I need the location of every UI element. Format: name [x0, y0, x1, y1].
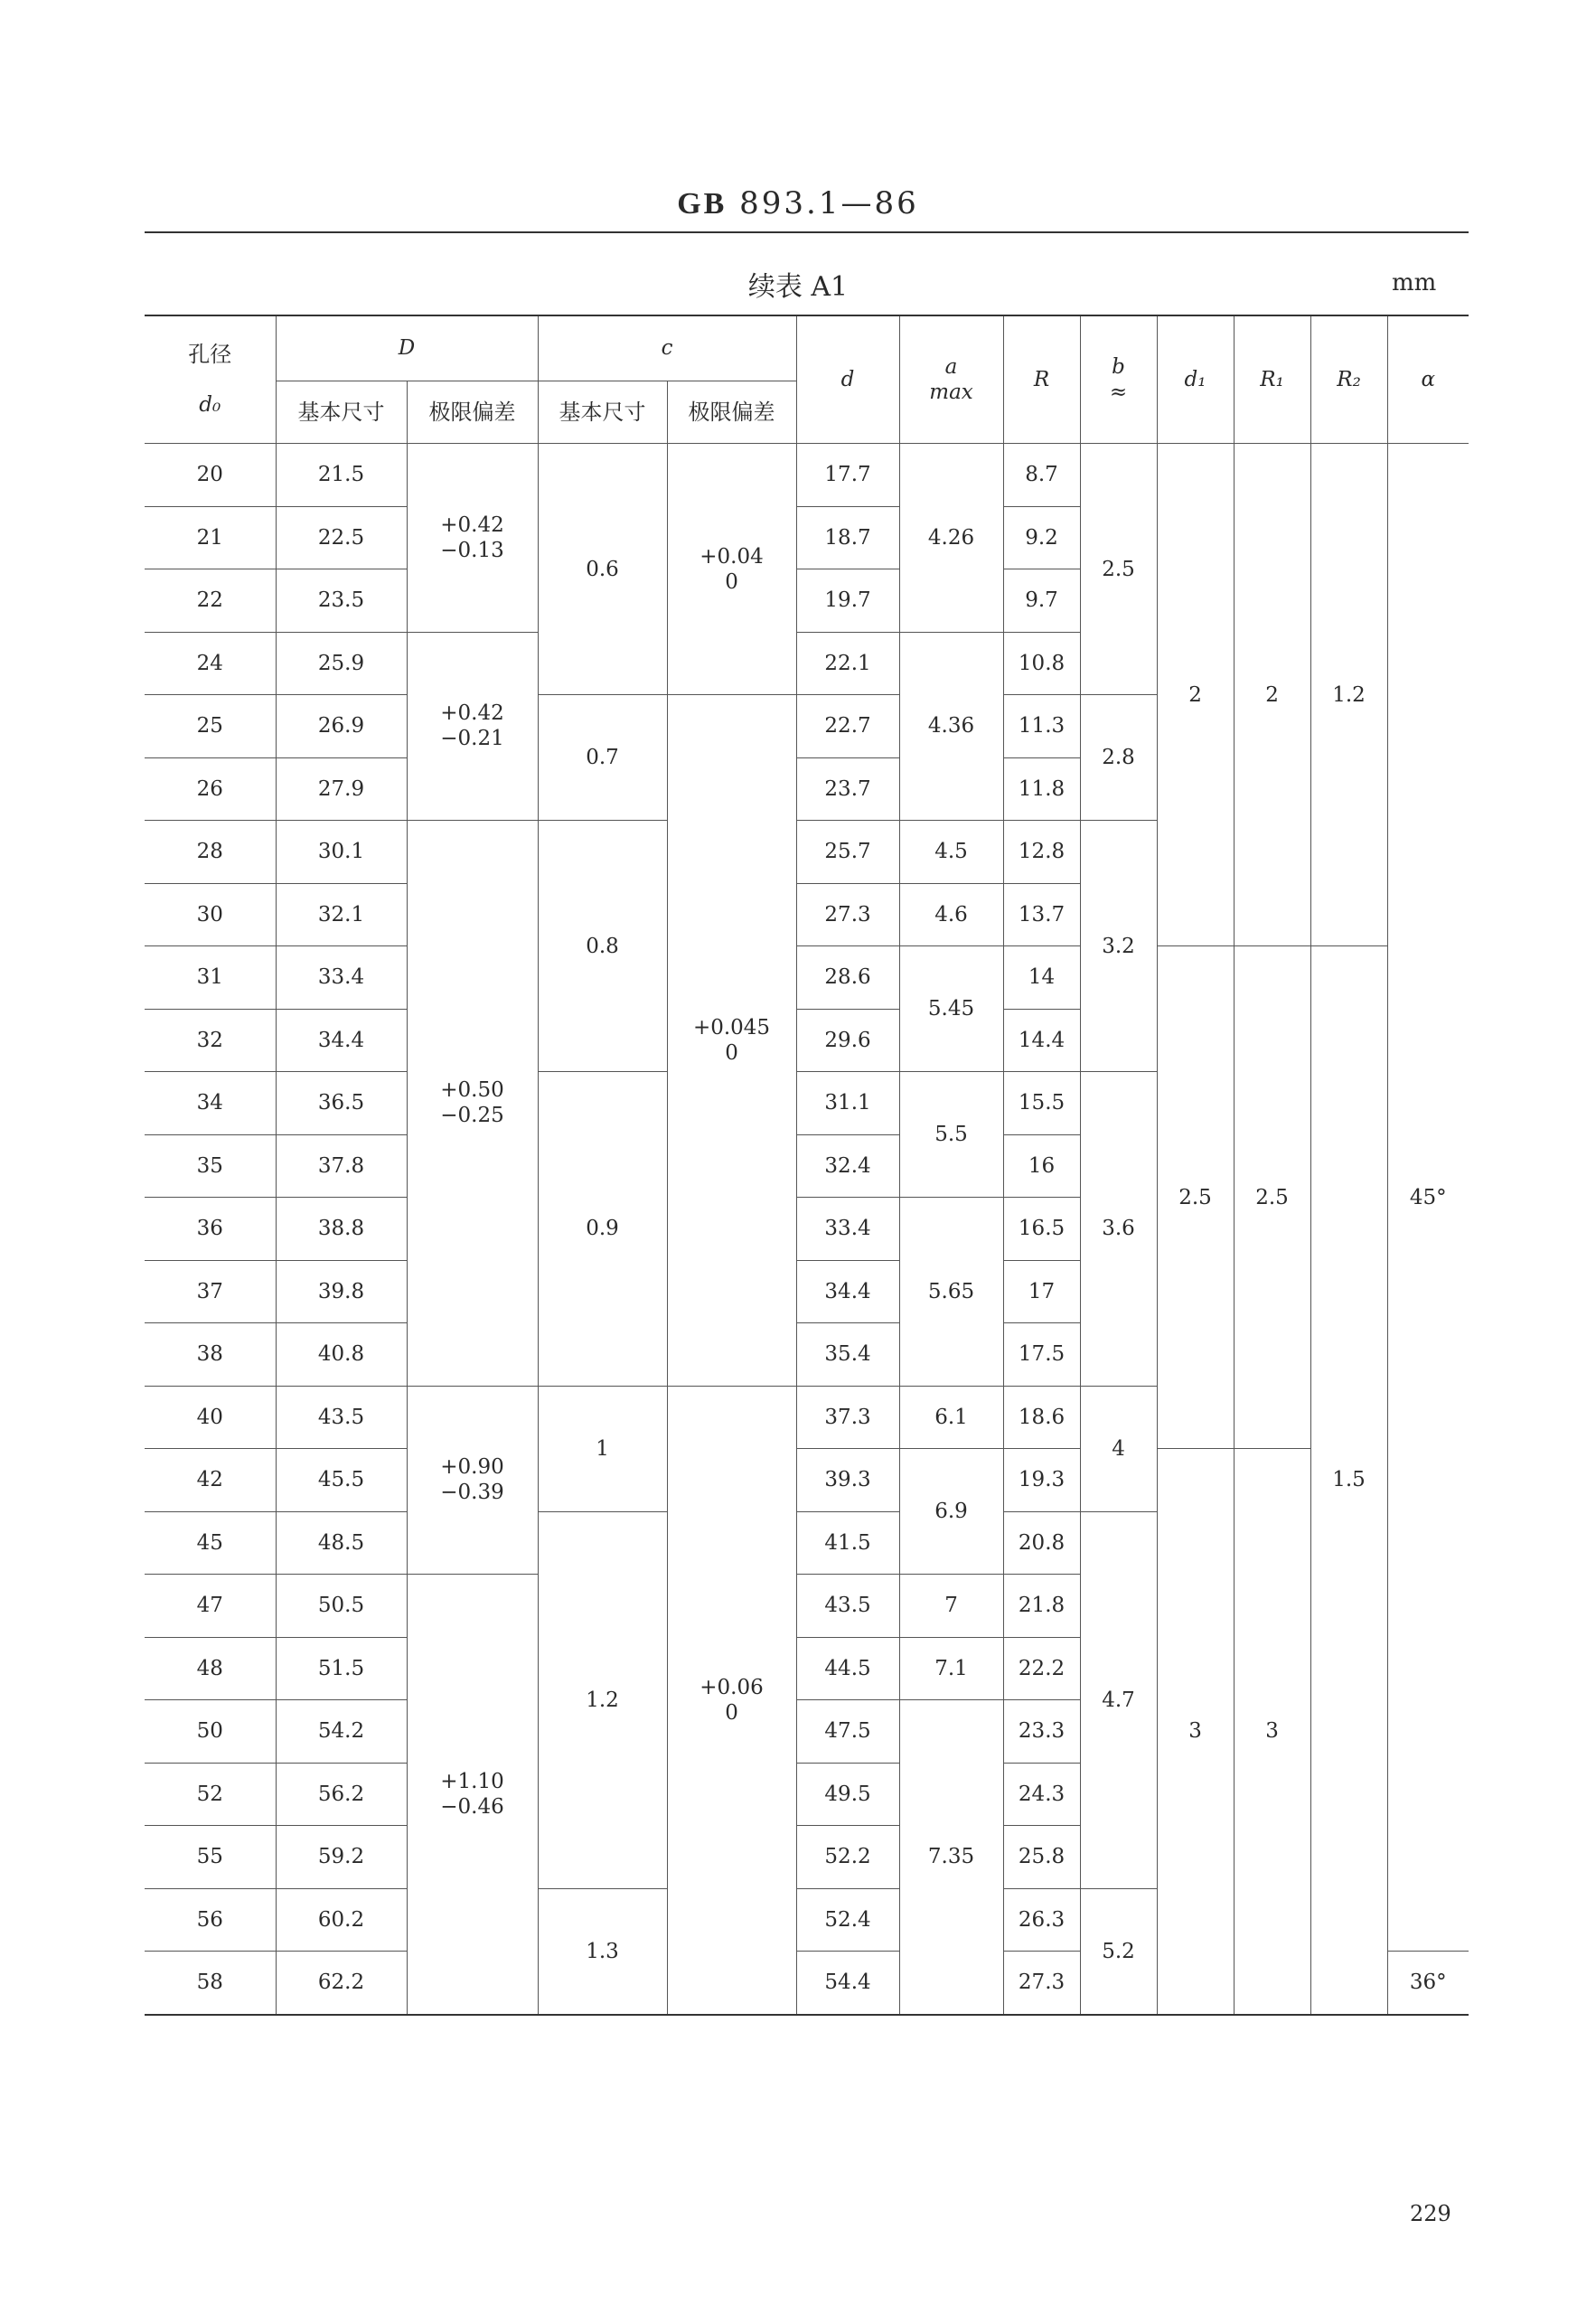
cell-d0: 22 [145, 569, 276, 633]
cell-R: 21.8 [1003, 1575, 1080, 1638]
R1-header: R₁ [1234, 315, 1310, 444]
cell-d: 44.5 [796, 1637, 899, 1700]
cell-d: 32.4 [796, 1134, 899, 1198]
cell-a: 4.26 [899, 444, 1003, 633]
cell-d: 41.5 [796, 1511, 899, 1575]
cell-d: 52.2 [796, 1826, 899, 1889]
cell-D-deviation: +0.50 −0.25 [407, 821, 538, 1387]
cell-d0: 52 [145, 1763, 276, 1826]
cell-a: 4.5 [899, 821, 1003, 884]
cell-a: 4.36 [899, 632, 1003, 821]
cell-b: 3.6 [1080, 1072, 1157, 1387]
cell-d: 35.4 [796, 1323, 899, 1387]
cell-d: 17.7 [796, 444, 899, 507]
cell-D: 25.9 [276, 632, 407, 695]
cell-d0: 26 [145, 757, 276, 821]
cell-R: 16 [1003, 1134, 1080, 1198]
c-basic-size-header: 基本尺寸 [538, 381, 667, 444]
cell-c-basic: 1.3 [538, 1888, 667, 2015]
cell-D-deviation: +1.10 −0.46 [407, 1575, 538, 2015]
cell-a: 5.65 [899, 1198, 1003, 1387]
cell-c-deviation: +0.04 0 [667, 444, 796, 695]
table-container [145, 315, 1469, 2016]
header-row [145, 315, 1469, 381]
cell-b: 2.5 [1080, 444, 1157, 695]
D-limit-deviation-header: 极限偏差 [407, 381, 538, 444]
cell-d0: 55 [145, 1826, 276, 1889]
cell-R1: 2 [1234, 444, 1310, 946]
cell-d0: 45 [145, 1511, 276, 1575]
cell-d0: 38 [145, 1323, 276, 1387]
cell-D: 50.5 [276, 1575, 407, 1638]
cell-d: 33.4 [796, 1198, 899, 1261]
cell-d: 23.7 [796, 757, 899, 821]
cell-D: 32.1 [276, 883, 407, 946]
table-row [145, 1449, 1469, 1512]
c-header: c [538, 315, 796, 381]
cell-d: 25.7 [796, 821, 899, 884]
hole-diameter-header [145, 315, 276, 444]
cell-R: 18.6 [1003, 1386, 1080, 1449]
cell-d0: 20 [145, 444, 276, 507]
cell-c-basic: 0.7 [538, 695, 667, 821]
a-header: a max [899, 315, 1003, 444]
cell-D: 22.5 [276, 506, 407, 569]
cell-a: 6.1 [899, 1386, 1003, 1449]
cell-R: 26.3 [1003, 1888, 1080, 1952]
cell-c-basic: 0.9 [538, 1072, 667, 1387]
cell-b: 5.2 [1080, 1888, 1157, 2015]
cell-R: 9.2 [1003, 506, 1080, 569]
D-header: D [276, 315, 538, 381]
cell-d0: 24 [145, 632, 276, 695]
cell-R: 22.2 [1003, 1637, 1080, 1700]
cell-R: 8.7 [1003, 444, 1080, 507]
cell-D: 39.8 [276, 1260, 407, 1323]
cell-D: 51.5 [276, 1637, 407, 1700]
cell-R: 15.5 [1003, 1072, 1080, 1135]
cell-d: 49.5 [796, 1763, 899, 1826]
cell-D: 45.5 [276, 1449, 407, 1512]
cell-R: 14 [1003, 946, 1080, 1010]
cell-b: 2.8 [1080, 695, 1157, 821]
cell-d: 22.7 [796, 695, 899, 758]
cell-d: 37.3 [796, 1386, 899, 1449]
cell-d0: 47 [145, 1575, 276, 1638]
cell-D: 26.9 [276, 695, 407, 758]
cell-R: 25.8 [1003, 1826, 1080, 1889]
cell-alpha: 36° [1387, 1952, 1469, 2015]
cell-R: 11.3 [1003, 695, 1080, 758]
cell-D: 21.5 [276, 444, 407, 507]
cell-d0: 30 [145, 883, 276, 946]
cell-d: 29.6 [796, 1009, 899, 1072]
cell-R: 13.7 [1003, 883, 1080, 946]
cell-R: 19.3 [1003, 1449, 1080, 1512]
cell-R: 10.8 [1003, 632, 1080, 695]
R-header: R [1003, 315, 1080, 444]
cell-D: 27.9 [276, 757, 407, 821]
cell-R: 17 [1003, 1260, 1080, 1323]
cell-D: 40.8 [276, 1323, 407, 1387]
cell-d0: 25 [145, 695, 276, 758]
table-row [145, 444, 1469, 507]
cell-d: 52.4 [796, 1888, 899, 1952]
cell-d1: 2.5 [1157, 946, 1234, 1449]
cell-d: 22.1 [796, 632, 899, 695]
cell-c-basic: 0.8 [538, 821, 667, 1072]
cell-d: 47.5 [796, 1700, 899, 1764]
cell-d0: 28 [145, 821, 276, 884]
cell-c-deviation: +0.045 0 [667, 695, 796, 1387]
d-header: d [796, 315, 899, 444]
cell-R1: 2.5 [1234, 946, 1310, 1449]
cell-d0: 21 [145, 506, 276, 569]
cell-d0: 58 [145, 1952, 276, 2015]
cell-R: 17.5 [1003, 1323, 1080, 1387]
cell-d: 34.4 [796, 1260, 899, 1323]
cell-D: 59.2 [276, 1826, 407, 1889]
cell-d0: 36 [145, 1198, 276, 1261]
cell-D: 60.2 [276, 1888, 407, 1952]
cell-a: 5.45 [899, 946, 1003, 1072]
standard-code: 893.1—86 [739, 185, 919, 221]
cell-D: 38.8 [276, 1198, 407, 1261]
unit-label: mm [1392, 269, 1437, 296]
cell-R: 27.3 [1003, 1952, 1080, 2015]
cell-d: 18.7 [796, 506, 899, 569]
cell-d0: 31 [145, 946, 276, 1010]
cell-D: 33.4 [276, 946, 407, 1010]
cell-D: 37.8 [276, 1134, 407, 1198]
dimension-table [145, 315, 1469, 2016]
cell-D: 43.5 [276, 1386, 407, 1449]
cell-D: 30.1 [276, 821, 407, 884]
cell-a: 7 [899, 1575, 1003, 1638]
cell-a: 5.5 [899, 1072, 1003, 1198]
c-limit-deviation-header: 极限偏差 [667, 381, 796, 444]
document-header [0, 185, 1596, 221]
cell-D: 48.5 [276, 1511, 407, 1575]
cell-R: 20.8 [1003, 1511, 1080, 1575]
cell-c-basic: 1 [538, 1386, 667, 1511]
cell-d0: 34 [145, 1072, 276, 1135]
cell-R: 23.3 [1003, 1700, 1080, 1764]
cell-R: 11.8 [1003, 757, 1080, 821]
cell-d0: 42 [145, 1449, 276, 1512]
cell-d1: 2 [1157, 444, 1234, 946]
page-number: 229 [1410, 2201, 1451, 2226]
D-basic-size-header: 基本尺寸 [276, 381, 407, 444]
cell-D-deviation: +0.42 −0.13 [407, 444, 538, 633]
cell-d0: 48 [145, 1637, 276, 1700]
cell-d: 19.7 [796, 569, 899, 633]
R2-header: R₂ [1310, 315, 1387, 444]
cell-D: 62.2 [276, 1952, 407, 2015]
cell-d0: 37 [145, 1260, 276, 1323]
cell-R: 14.4 [1003, 1009, 1080, 1072]
d1-header: d₁ [1157, 315, 1234, 444]
table-caption: 续表 A1 [747, 271, 849, 303]
cell-R2: 1.5 [1310, 946, 1387, 2015]
b-header: b ≈ [1080, 315, 1157, 444]
cell-D: 34.4 [276, 1009, 407, 1072]
cell-b: 4 [1080, 1386, 1157, 1511]
cell-b: 3.2 [1080, 821, 1157, 1072]
cell-a: 7.1 [899, 1637, 1003, 1700]
cell-D-deviation: +0.42 −0.21 [407, 632, 538, 821]
cell-d0: 35 [145, 1134, 276, 1198]
cell-d: 31.1 [796, 1072, 899, 1135]
cell-a: 7.35 [899, 1700, 1003, 2015]
cell-D: 23.5 [276, 569, 407, 633]
header-rule [145, 231, 1469, 233]
table-row [145, 946, 1469, 1010]
hole-diameter-symbol: d₀ [199, 393, 221, 417]
cell-d0: 50 [145, 1700, 276, 1764]
cell-d: 27.3 [796, 883, 899, 946]
cell-d: 43.5 [796, 1575, 899, 1638]
cell-R: 12.8 [1003, 821, 1080, 884]
cell-R: 16.5 [1003, 1198, 1080, 1261]
cell-d0: 56 [145, 1888, 276, 1952]
cell-alpha: 45° [1387, 444, 1469, 1952]
cell-d0: 40 [145, 1386, 276, 1449]
cell-D: 36.5 [276, 1072, 407, 1135]
cell-c-deviation: +0.06 0 [667, 1386, 796, 2015]
cell-D: 56.2 [276, 1763, 407, 1826]
cell-D: 54.2 [276, 1700, 407, 1764]
cell-d: 54.4 [796, 1952, 899, 2015]
cell-c-basic: 1.2 [538, 1511, 667, 1888]
cell-d: 39.3 [796, 1449, 899, 1512]
alpha-header: α [1387, 315, 1469, 444]
cell-d1: 3 [1157, 1449, 1234, 2015]
standard-prefix: GB [677, 187, 728, 221]
cell-a: 4.6 [899, 883, 1003, 946]
cell-R2: 1.2 [1310, 444, 1387, 946]
cell-R: 9.7 [1003, 569, 1080, 633]
cell-D-deviation: +0.90 −0.39 [407, 1386, 538, 1575]
cell-c-basic: 0.6 [538, 444, 667, 695]
cell-d0: 32 [145, 1009, 276, 1072]
cell-R: 24.3 [1003, 1763, 1080, 1826]
cell-b: 4.7 [1080, 1511, 1157, 1888]
cell-R1: 3 [1234, 1449, 1310, 2015]
hole-diameter-label: 孔径 [188, 342, 232, 367]
cell-d: 28.6 [796, 946, 899, 1010]
cell-a: 6.9 [899, 1449, 1003, 1575]
